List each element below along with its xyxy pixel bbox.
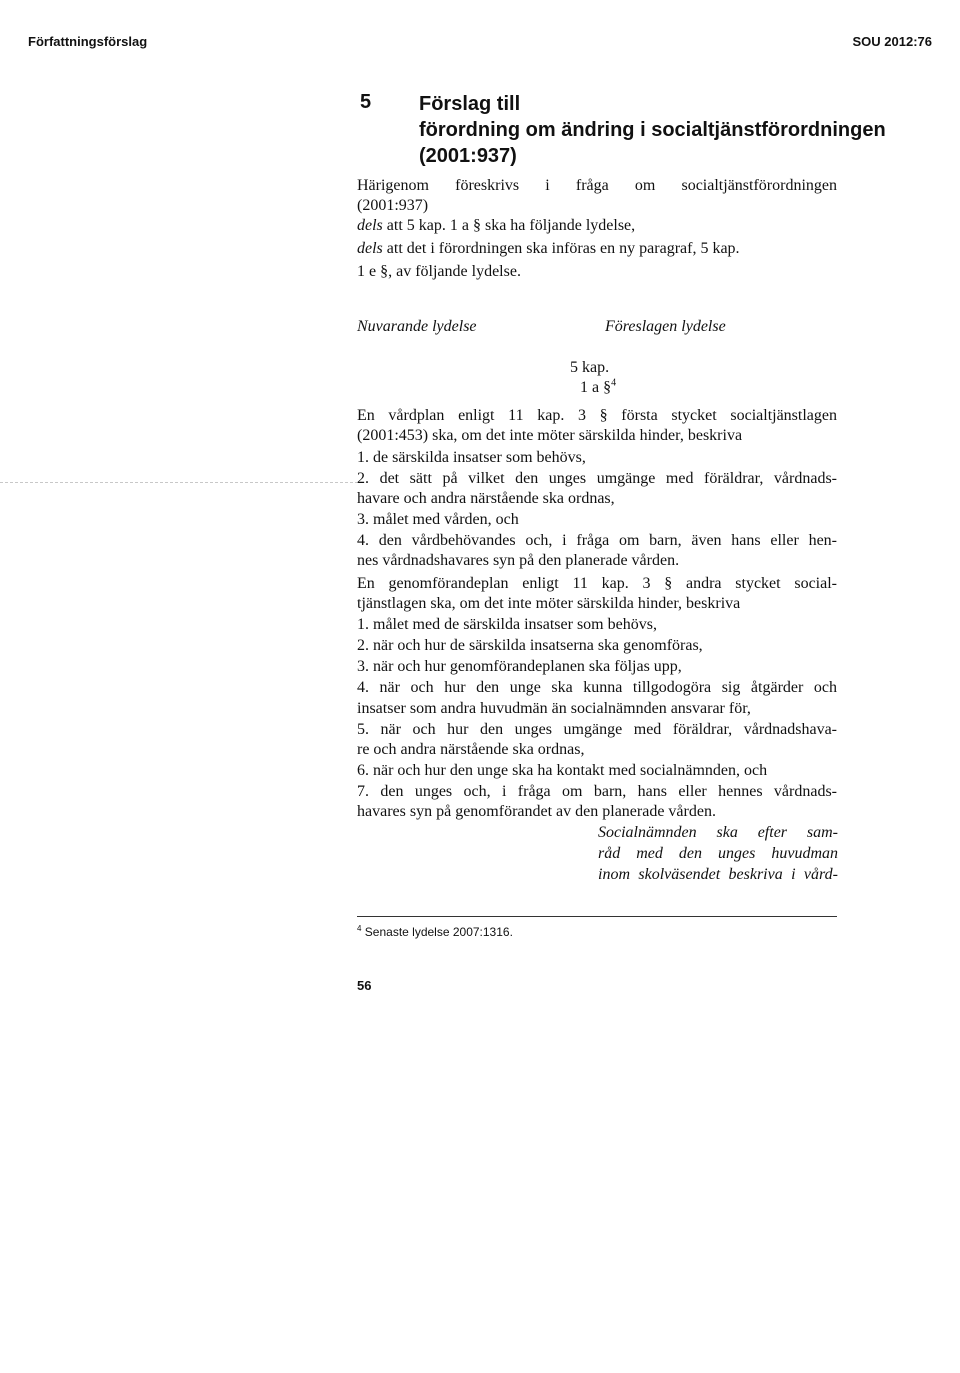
body-line: insatser som andra huvudmän än socialnämnden ansvarar för,: [357, 700, 751, 717]
section-title-line: Förslag till: [419, 93, 521, 115]
body-line: 4. den vårdbehövandes och, i fråga om barn, även hans eller hen-: [357, 532, 837, 549]
proposed-line: råd med den unges huvudman: [598, 845, 838, 862]
body-line: re och andra närstående ska ordnas,: [357, 741, 585, 758]
scan-artifact-line: [0, 482, 358, 483]
body-line: 2. när och hur de särskilda insatserna ska genomföras,: [357, 637, 703, 654]
body-line: tjänstlagen ska, om det inte möter särskilda hinder, beskriva: [357, 595, 741, 612]
body-line: havares syn på genomförandet av den planerade vården.: [357, 803, 716, 820]
section-title-line: förordning om ändring i socialtjänstförordningen: [419, 119, 886, 141]
running-header-left: Författningsförslag: [28, 34, 148, 49]
body-line: En genomförandeplan enligt 11 kap. 3 § andra stycket social-: [357, 575, 837, 592]
body-line: (2001:453) ska, om det inte möter särskilda hinder, beskriva: [357, 427, 743, 444]
body-line: 3. när och hur genomförandeplanen ska följas upp,: [357, 658, 682, 675]
intro-text: att det i förordningen ska införas en ny paragraf, 5 kap.: [382, 240, 740, 257]
intro-line: (2001:937): [357, 197, 429, 214]
intro-line: [357, 216, 837, 236]
proposed-text: [598, 822, 838, 885]
body-line: nes vårdnadshavares syn på den planerade vården.: [357, 552, 680, 569]
column-proposed-heading: Föreslagen lydelse: [605, 318, 726, 335]
body-line: 1. målet med de särskilda insatser som behövs,: [357, 616, 657, 633]
intro-dels: dels: [357, 240, 383, 257]
body-line: En vårdplan enligt 11 kap. 3 § första stycket socialtjänstlagen: [357, 407, 837, 424]
intro-text: att 5 kap. 1 a § ska ha följande lydelse,: [382, 217, 636, 234]
footnote: [357, 925, 513, 939]
intro-line: 1 e §, av följande lydelse.: [357, 263, 521, 280]
body-line: 6. när och hur den unge ska ha kontakt med socialnämnden, och: [357, 762, 768, 779]
page-number: 56: [357, 978, 372, 993]
footnote-text: Senaste lydelse 2007:1316.: [364, 925, 513, 939]
paragraph-heading: 1 a §$^4$: [580, 377, 617, 396]
proposed-line: Socialnämnden ska efter sam-: [598, 824, 838, 841]
body-line: 2. det sätt på vilket den unges umgänge med föräldrar, vårdnads-: [357, 470, 837, 487]
intro-line: [357, 239, 837, 259]
section-number: 5: [360, 91, 372, 113]
body-line: 1. de särskilda insatser som behövs,: [357, 449, 586, 466]
section-title: [419, 91, 886, 169]
body-line: 5. när och hur den unges umgänge med föräldrar, vårdnadshava-: [357, 721, 837, 738]
body-line: havare och andra närstående ska ordnas,: [357, 490, 615, 507]
body-line: 3. målet med vården, och: [357, 511, 519, 528]
running-header-right: SOU 2012:76: [852, 34, 932, 49]
body-line: 7. den unges och, i fråga om barn, hans eller hennes vårdnads-: [357, 783, 837, 800]
footnote-mark: 4: [357, 924, 362, 933]
proposed-line: inom skolväsendet beskriva i vård-: [598, 866, 838, 883]
column-current-heading: Nuvarande lydelse: [357, 318, 477, 335]
intro-dels: dels: [357, 217, 383, 234]
footnote-reference: 4: [611, 377, 617, 389]
section-title-line: (2001:937): [419, 145, 517, 167]
body-line: 4. när och hur den unge ska kunna tillgodogöra sig åtgärder och: [357, 679, 837, 696]
footnote-separator: [357, 916, 837, 917]
intro-line: Härigenom föreskrivs i fråga om socialtjänstförordningen: [357, 177, 837, 194]
chapter-heading: 5 kap.: [570, 359, 610, 376]
